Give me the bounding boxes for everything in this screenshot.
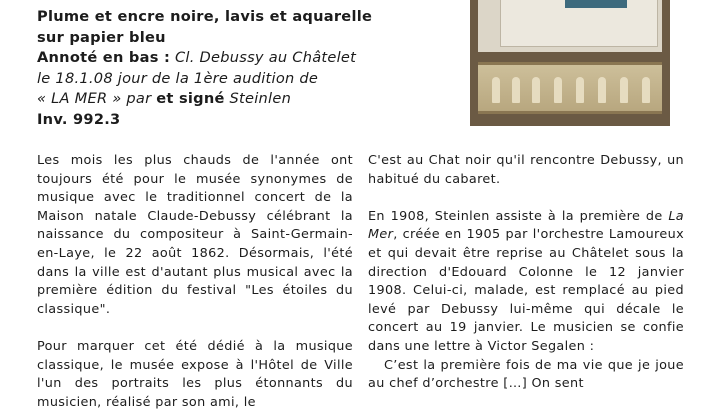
artwork-paper [500, 0, 658, 47]
caption-medium-line-2: sur papier bleu [37, 28, 166, 46]
frieze-figure [576, 77, 584, 103]
caption-inventory: Inv. 992.3 [37, 110, 121, 128]
right-text-column [368, 152, 684, 394]
caption-medium-line-1: Plume et encre noire, lavis et aquarelle [37, 8, 373, 25]
frieze-figure [492, 77, 500, 103]
annotation-label: Annoté en bas : [37, 49, 171, 66]
frieze-figure [512, 77, 520, 103]
frame-frieze [478, 62, 662, 114]
left-paragraph-2: Pour marquer cet été dédié à la musique classique, le musée expose à l'Hôtel de Ville l'un des portraits les plus étonnants du musicien, réalisé par son ami, le [37, 338, 353, 410]
frieze-figure [620, 77, 628, 103]
annotation-signed: et signé [156, 90, 225, 107]
framed-artwork-image [470, 0, 670, 126]
artwork-caption [37, 7, 407, 130]
right-paragraph-1: C'est au Chat noir qu'il rencontre Debussy, un habitué du cabaret. [368, 153, 684, 187]
caption-annotation-line-1 [37, 48, 407, 69]
frieze-figure [554, 77, 562, 103]
segalen-quote: C’est la première fois de ma vie que je joue au chef d’orchestre […] On sent [368, 357, 684, 392]
right-paragraph-2: En 1908, Steinlen assiste à la première de La Mer, créée en 1905 par l'orchestre Lamoureux et qui devait être reprise au Châtelet sous la direction d'Edouard Colonne le 12 janvier 1908. Celui-ci, malade, est remplacé au pied levé par Debussy lui-même qui décale le concert au 19 janvier. Le musicien se confie dans une lettre à Victor Segalen : [368, 208, 684, 354]
work-title: La Mer [368, 208, 684, 243]
annotation-text-1: Cl. Debussy au Châtelet [174, 49, 357, 66]
annotation-text-2: le 18.1.08 jour de la 1ère audition de [37, 69, 319, 87]
caption-annotation-line-3 [37, 89, 407, 110]
left-paragraph-1: Les mois les plus chauds de l'année ont toujours été pour le musée synonymes de musique avec le traditionnel concert de la Maison natale Claude-Debussy célébrant la naissance du compositeur à Saint-Germain-en-Laye, le 22 août 1862. Désormais, l'été dans la ville est d'autant plus musical avec la première édition du festival "Les étoiles du classique". [37, 153, 353, 317]
frieze-figure [598, 77, 606, 103]
annotation-par: par [126, 90, 152, 107]
frieze-figure [532, 77, 540, 103]
frieze-figure [642, 77, 650, 103]
artwork-mat [478, 0, 662, 52]
caption-annotation-line-2 [37, 69, 407, 90]
annotation-signer: Steinlen [229, 90, 292, 107]
artwork-drawing-edge [565, 0, 627, 8]
left-text-column [37, 152, 353, 412]
annotation-text-3: « LA MER » [37, 90, 122, 107]
